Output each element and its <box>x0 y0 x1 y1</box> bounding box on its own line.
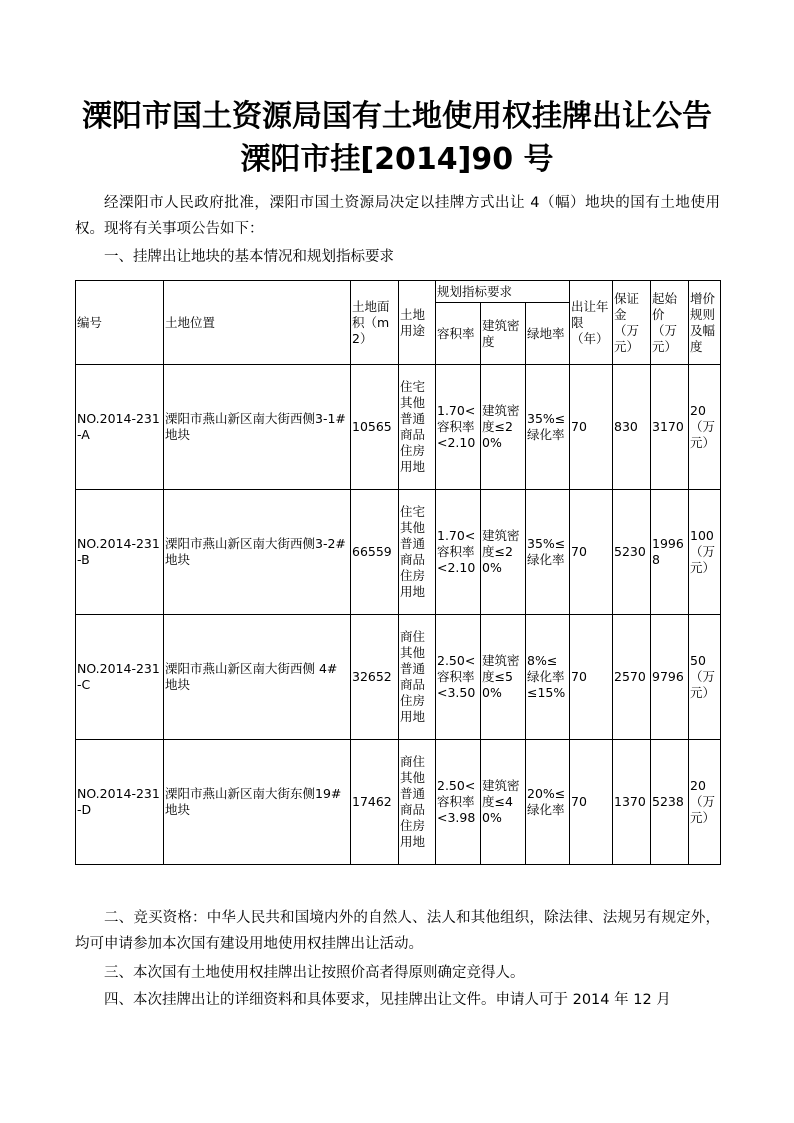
page-title: 溧阳市国土资源局国有土地使用权挂牌出让公告 <box>82 99 712 134</box>
cell-deposit: 1370 <box>613 740 651 865</box>
cell-use: 商住其他普通商品住房用地 <box>399 740 436 865</box>
header-density: 建筑密度 <box>481 303 526 365</box>
intro-paragraph: 经溧阳市人民政府批准，溧阳市国土资源局决定以挂牌方式出让 4（幅）地块的国有土地使用权。现将有关事项公告如下： <box>75 195 720 237</box>
header-location: 土地位置 <box>164 281 351 365</box>
table-row <box>76 490 721 615</box>
header-planning: 规划指标要求 <box>436 281 570 303</box>
header-start-price: 起始价（万元） <box>651 281 689 365</box>
cell-far: 1.70<容积率<2.10 <box>436 365 481 490</box>
land-parcel-table <box>75 280 721 865</box>
cell-far: 2.50<容积率<3.50 <box>436 615 481 740</box>
header-use: 土地用途 <box>399 281 436 365</box>
cell-area: 32652 <box>351 615 399 740</box>
cell-increment: 50（万元） <box>689 615 721 740</box>
cell-increment: 20（万元） <box>689 740 721 865</box>
header-deposit: 保证金（万元） <box>613 281 651 365</box>
cell-far: 2.50<容积率<3.98 <box>436 740 481 865</box>
header-increment: 增价规则及幅度 <box>689 281 721 365</box>
cell-code: NO.2014-231-A <box>76 365 164 490</box>
cell-far: 1.70<容积率<2.10 <box>436 490 481 615</box>
cell-deposit: 2570 <box>613 615 651 740</box>
cell-deposit: 5230 <box>613 490 651 615</box>
cell-start-price: 9796 <box>651 615 689 740</box>
cell-start-price: 3170 <box>651 365 689 490</box>
section-2-paragraph: 二、竞买资格：中华人民共和国境内外的自然人、法人和其他组织，除法律、法规另有规定外，均可申请参加本次国有建设用地使用权挂牌出让活动。 <box>75 910 720 952</box>
section-1-heading: 一、挂牌出让地块的基本情况和规划指标要求 <box>104 249 394 265</box>
table-row <box>76 740 721 865</box>
cell-density: 建筑密度≤20% <box>481 365 526 490</box>
cell-increment: 100（万元） <box>689 490 721 615</box>
header-area: 土地面积（m2） <box>351 281 399 365</box>
cell-density: 建筑密度≤40% <box>481 740 526 865</box>
cell-start-price: 5238 <box>651 740 689 865</box>
cell-term: 70 <box>570 740 613 865</box>
table-row <box>76 615 721 740</box>
cell-location: 溧阳市燕山新区南大街西侧3-1#地块 <box>164 365 351 490</box>
cell-term: 70 <box>570 615 613 740</box>
cell-green: 8%≤绿化率≤15% <box>526 615 570 740</box>
cell-green: 20%≤绿化率 <box>526 740 570 865</box>
table-row <box>76 365 721 490</box>
cell-density: 建筑密度≤50% <box>481 615 526 740</box>
cell-area: 66559 <box>351 490 399 615</box>
cell-term: 70 <box>570 365 613 490</box>
cell-term: 70 <box>570 490 613 615</box>
section-4-paragraph: 四、本次挂牌出让的详细资料和具体要求，见挂牌出让文件。申请人可于 2014 年 12 月 <box>104 992 671 1008</box>
cell-code: NO.2014-231-D <box>76 740 164 865</box>
cell-location: 溧阳市燕山新区南大街西侧 4#地块 <box>164 615 351 740</box>
cell-green: 35%≤绿化率 <box>526 365 570 490</box>
cell-deposit: 830 <box>613 365 651 490</box>
header-term: 出让年限（年） <box>570 281 613 365</box>
cell-area: 17462 <box>351 740 399 865</box>
document-number: 溧阳市挂[2014]90 号 <box>240 142 554 177</box>
header-green: 绿地率 <box>526 303 570 365</box>
cell-green: 35%≤绿化率 <box>526 490 570 615</box>
cell-location: 溧阳市燕山新区南大街东侧19#地块 <box>164 740 351 865</box>
cell-code: NO.2014-231-B <box>76 490 164 615</box>
cell-use: 商住其他普通商品住房用地 <box>399 615 436 740</box>
cell-area: 10565 <box>351 365 399 490</box>
cell-increment: 20（万元） <box>689 365 721 490</box>
cell-density: 建筑密度≤20% <box>481 490 526 615</box>
header-code: 编号 <box>76 281 164 365</box>
cell-use: 住宅其他普通商品住房用地 <box>399 490 436 615</box>
cell-code: NO.2014-231-C <box>76 615 164 740</box>
cell-start-price: 19968 <box>651 490 689 615</box>
cell-location: 溧阳市燕山新区南大街西侧3-2#地块 <box>164 490 351 615</box>
section-3-paragraph: 三、本次国有土地使用权挂牌出让按照价高者得原则确定竞得人。 <box>104 965 525 981</box>
header-far: 容积率 <box>436 303 481 365</box>
cell-use: 住宅其他普通商品住房用地 <box>399 365 436 490</box>
